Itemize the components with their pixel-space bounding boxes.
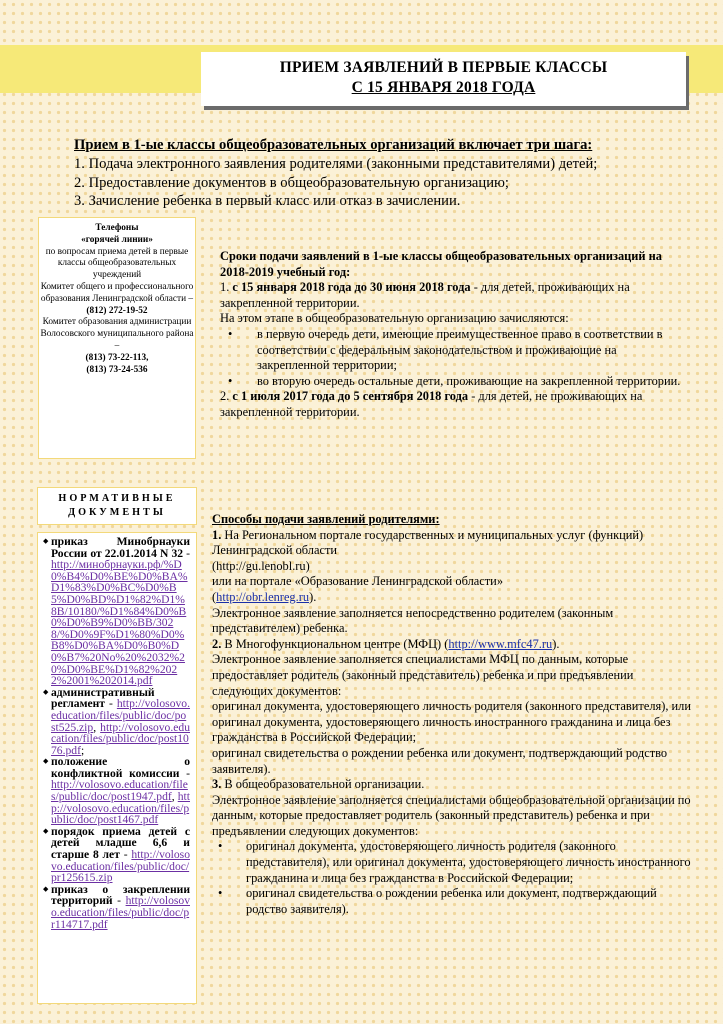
- list-item: • оригинал свидетельства о рождении ребенка или документ, подтверждающий родство заявителя).: [246, 886, 694, 917]
- method-2-doc-1: оригинал документа, удостоверяющего личность родителя (законного представителя), или оригинал документа, удостоверяющего личность иностранного гражданина и лица без гражданства в Российской Федерации;: [212, 699, 691, 745]
- doc-link[interactable]: http://volosovo.education/files/public/doc/pr125615.zip: [51, 848, 190, 885]
- deadline-2-text: - для детей, не проживающих на закрепленной территории.: [220, 389, 643, 419]
- hotline-subtitle: «горячей линии»: [81, 234, 153, 245]
- deadline-2-dates: с 1 июля 2017 года до 5 сентября 2018 года: [232, 389, 469, 404]
- method-2-number: 2.: [212, 636, 222, 651]
- method-2-text: В Многофункциональном центре (МФЦ) (: [221, 636, 449, 651]
- intro-step-2: 2. Предоставление документов в общеобразовательную организацию;: [74, 174, 509, 191]
- doc-link[interactable]: http://volosovo.education/files/public/doc/pr114717.pdf: [51, 894, 190, 931]
- hotline-title: Телефоны: [95, 223, 139, 233]
- doc-separator: -: [179, 766, 191, 780]
- list-item: ◆ положение о конфликтной комиссии - http://volosovo.education/files/public/doc/post1947.pdf, http://volosovo.education/files/public/doc/post1467.pdf: [51, 756, 190, 826]
- doc-link[interactable]: http://минобрнауки.рф/%D0%B4%D0%BE%D0%BA%D1%83%D0%BC%D0%B5%D0%BD%D1%82%D1%8B/10180/%D1%84%D0%B0%D0%B9%D0%BB/3028/%D0%9F%D1%80%D0%B8%D0%BA%D0%B0%D0%B7%20No%20%2032%20%D0%BE%D1%82%2022%2001%202014.pdf: [51, 558, 188, 688]
- list-item: [51, 536, 190, 687]
- deadlines-section: [220, 249, 690, 421]
- hotline-box: [38, 217, 196, 459]
- hotline-purpose: по вопросам приема детей в первые классы общеобразовательных учреждений: [45, 246, 189, 281]
- intro-section: [74, 136, 694, 211]
- doc-link[interactable]: http://volosovo.education/files/public/doc/post1947.pdf: [51, 778, 188, 804]
- normative-docs-list: [37, 532, 197, 1004]
- intro-heading: Прием в 1-ые классы общеобразовательных организаций включает три шага:: [74, 137, 593, 153]
- doc-link[interactable]: http://volosovo.education/files/public/doc/post1076.pdf: [51, 720, 190, 757]
- intro-step-1: 1. Подача электронного заявления родителями (законными представителями) детей;: [74, 155, 598, 172]
- hotline-phone-2: (813) 73-22-113,: [85, 352, 149, 363]
- paren-close: ).: [552, 636, 560, 651]
- method-1: [212, 528, 694, 559]
- method-2-note: Электронное заявление заполняется специалистами МФЦ по данным, которые предоставляет родитель (законный представитель) ребенка и при предъявлении следующих документов:: [212, 652, 634, 698]
- paren-close: ).: [309, 589, 317, 604]
- deadline-1-dates: с 15 января 2018 года до 30 июня 2018 года: [232, 280, 471, 295]
- deadline-1: [220, 280, 690, 311]
- method-1-alt: или на портале «Образование Ленинградской области»: [212, 574, 504, 589]
- obr-lenreg-link[interactable]: http://obr.lenreg.ru: [216, 589, 310, 604]
- priority-list: [220, 327, 690, 389]
- intro-step-3: 3. Зачисление ребенка в первый класс или отказ в зачислении.: [74, 193, 461, 210]
- list-item: • во вторую очередь остальные дети, проживающие на закрепленной территории.: [257, 374, 690, 390]
- method-2: [212, 637, 694, 653]
- method-1-url: (http://gu.lenobl.ru): [212, 558, 310, 573]
- method-2-doc-2: оригинал свидетельства о рождении ребенка или документ, подтверждающий родство заявителя).: [212, 745, 668, 776]
- normative-header-line-2: ДОКУМЕНТЫ: [68, 507, 166, 518]
- doc-label: приказ Минобрнауки России от 22.01.2014 N 32: [51, 535, 190, 560]
- method-3-number: 3.: [212, 777, 222, 792]
- doc-separator: -: [119, 848, 132, 862]
- doc-link[interactable]: http://volosovo.education/files/public/doc/post525.zip: [51, 697, 190, 734]
- method-3: [212, 777, 694, 793]
- doc-separator: -: [112, 894, 126, 908]
- deadline-2-number: 2.: [220, 389, 233, 404]
- methods-heading: Способы подачи заявлений родителями:: [212, 512, 440, 526]
- method-3-docs: [212, 839, 694, 917]
- list-item: • в первую очередь дети, имеющие преимущественное право в соответствии в соответствии с федеральным законодательством и проживающие на закрепленной территории;: [257, 327, 690, 374]
- method-1-text: На Региональном портале государственных и муниципальных услуг (функций) Ленинградской области: [212, 527, 644, 558]
- mfc-link[interactable]: http://www.mfc47.ru: [448, 636, 553, 651]
- list-item: [51, 826, 190, 884]
- paren-open: (: [212, 589, 217, 604]
- doc-separator: -: [183, 546, 190, 560]
- doc-label: положение о конфликтной комиссии: [51, 755, 190, 780]
- normative-header-line-1: НОРМАТИВНЫЕ: [58, 493, 176, 504]
- deadline-1-text: - для детей, проживающих на закрепленной территории.: [220, 280, 630, 310]
- stage-note: На этом этапе в общеобразовательную организацию зачисляются:: [220, 311, 569, 326]
- method-1-number: 1.: [212, 527, 222, 542]
- page-title: [201, 52, 686, 106]
- doc-label: приказ о закреплении территорий: [51, 882, 190, 908]
- normative-docs-header: [37, 487, 197, 525]
- doc-separator: -: [105, 697, 117, 711]
- doc-label: порядок приема детей с детей младше 6,6 и старше 8 лет: [51, 824, 190, 862]
- list-item: [51, 884, 190, 930]
- hotline-committee-region: Комитет общего и профессионального образования Ленинградской области –: [40, 281, 194, 304]
- deadlines-heading: Сроки подачи заявлений в 1-ые классы общеобразовательных организаций на 2018-2019 учебный год:: [220, 249, 662, 279]
- method-3-text: В общеобразовательной организации.: [221, 777, 425, 792]
- method-3-note: Электронное заявление заполняется специалистами общеобразовательной организации по данным, которые предоставляет родитель (законный представитель) ребенка и при предъявлении следующих документов:: [212, 792, 691, 838]
- deadline-2: [220, 389, 690, 420]
- title-line-2: С 15 ЯНВАРЯ 2018 ГОДА: [351, 79, 536, 96]
- hotline-phone-1: (812) 272-19-52: [86, 305, 148, 316]
- methods-section: [212, 512, 694, 917]
- list-item: ◆ административный регламент - http://volosovo.education/files/public/doc/post525.zip, http://volosovo.education/files/public/doc/post1076.pdf;: [51, 687, 190, 757]
- title-line-1: ПРИЕМ ЗАЯВЛЕНИЙ В ПЕРВЫЕ КЛАССЫ: [279, 59, 608, 76]
- method-1-note: Электронное заявление заполняется непосредственно родителем (законным представителем) ребенка.: [212, 605, 614, 636]
- list-item: • оригинал документа, удостоверяющего личность родителя (законного представителя), или оригинал документа, удостоверяющего личность иностранного гражданина и лица без гражданства в Российской Федерации;: [246, 839, 694, 886]
- method-1-link-line: [212, 590, 694, 606]
- hotline-phone-3: (813) 73-24-536: [86, 364, 148, 375]
- hotline-committee-district: Комитет образования администрации Волосовского муниципального района –: [40, 317, 194, 351]
- deadline-1-number: 1.: [220, 280, 233, 295]
- doc-label: административный регламент: [51, 685, 155, 711]
- doc-link[interactable]: http://volosovo.education/files/public/doc/post1467.pdf: [51, 790, 190, 827]
